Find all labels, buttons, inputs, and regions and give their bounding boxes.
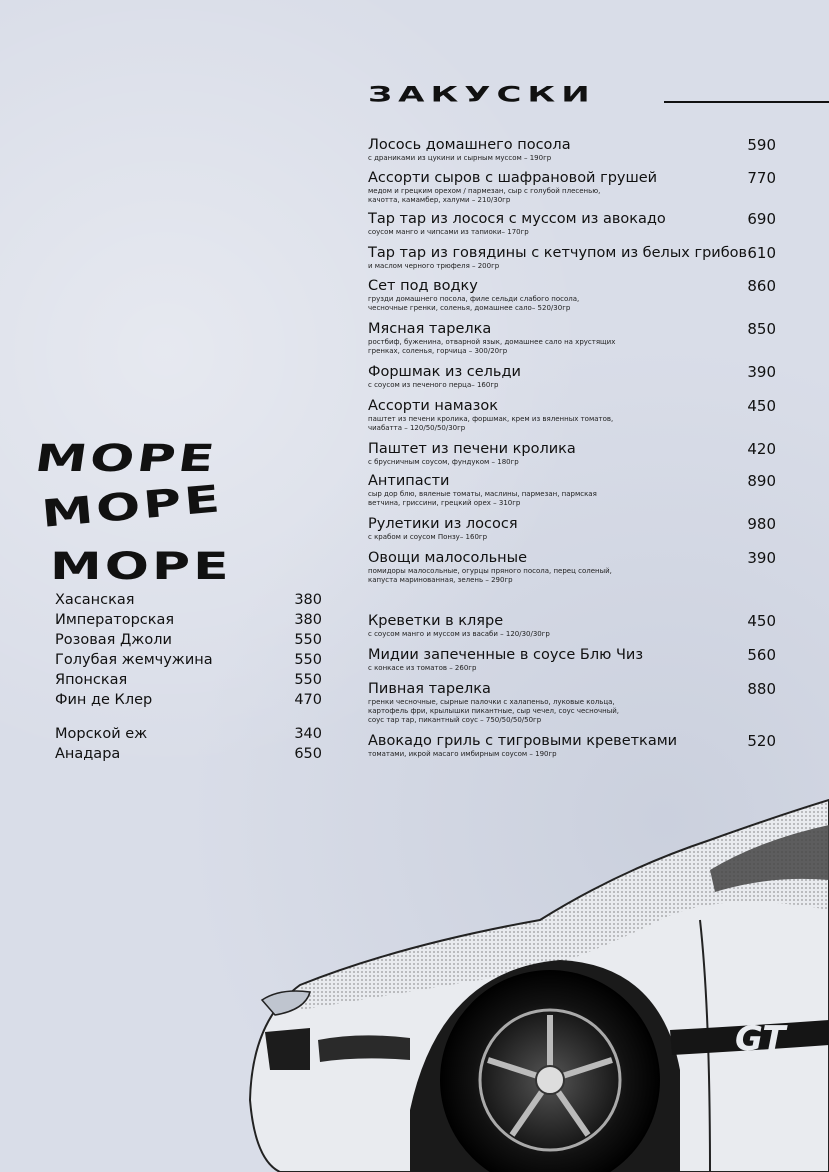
- menu-item-name: Сет под водку: [368, 278, 478, 294]
- menu-item-name: Ассорти сыров с шафрановой грушей: [368, 170, 658, 186]
- menu-item-name: Пивная тарелка: [368, 681, 491, 697]
- more-heading-1: МОРЕ: [32, 437, 221, 481]
- menu-item-description: ветчина, гриссини, грецкий орех – 310гр: [368, 499, 521, 507]
- car-badge: GT: [735, 1019, 786, 1059]
- menu-item-price: 980: [747, 515, 776, 533]
- menu-item-description: томатами, икрой масаго имбирным соусом – 190гр: [368, 750, 557, 758]
- menu-item-description: качотта, камамбер, халуми – 210/30гр: [368, 196, 511, 204]
- menu-item-description: чиабатта – 120/50/50/30гр: [368, 424, 466, 432]
- menu-item: [368, 211, 776, 237]
- title-divider: [664, 101, 829, 103]
- menu-item-price: 420: [747, 440, 776, 458]
- menu-item-description: капуста маринованная, зелень – 290гр: [368, 576, 513, 584]
- menu-item-name: Лосось домашнего посола: [368, 137, 571, 153]
- menu-item-description: паштет из печени кролика, форшмак, крем из вяленных томатов,: [368, 415, 614, 423]
- menu-item-description: медом и грецким орехом / пармезан, сыр с голубой плесенью,: [368, 187, 601, 195]
- menu-item-name: Авокадо гриль с тигровыми креветками: [368, 733, 678, 749]
- menu-item-price: 860: [747, 277, 776, 295]
- menu-item-price: 590: [747, 136, 776, 154]
- oyster-name: Хасанская: [55, 592, 135, 608]
- menu-item-description: чесночные гренки, соленья, домашнее сало– 520/30гр: [368, 304, 571, 312]
- menu-item: [368, 516, 776, 542]
- oyster-item: [55, 672, 322, 689]
- menu-item: [368, 278, 776, 313]
- oyster-name: Морской еж: [55, 726, 148, 742]
- menu-item: [368, 441, 776, 467]
- oyster-item: [55, 612, 322, 629]
- oyster-name: Анадара: [55, 746, 121, 762]
- menu-item-description: гренки чесночные, сырные палочки с халапеньо, луковые кольца,: [368, 698, 615, 706]
- oyster-name: Императорская: [55, 612, 175, 628]
- menu-item-description: с драниками из цукини и сырным муссом – 190гр: [368, 154, 552, 162]
- menu-item-price: 560: [747, 646, 776, 664]
- menu-item-description: соусом манго и чипсами из тапиоки– 170гр: [368, 228, 529, 236]
- oyster-price: 650: [294, 746, 322, 762]
- menu-item-price: 450: [747, 612, 776, 630]
- menu-item: [368, 733, 776, 759]
- menu-item-name: Форшмак из сельди: [368, 364, 521, 380]
- oyster-name: Японская: [55, 672, 128, 688]
- oyster-price: 470: [294, 692, 322, 708]
- menu-item-price: 390: [747, 363, 776, 381]
- oyster-price: 550: [294, 672, 322, 688]
- menu-item-name: Овощи малосольные: [368, 550, 527, 566]
- menu-item-name: Мясная тарелка: [368, 321, 492, 337]
- menu-item-name: Антипасти: [368, 473, 450, 489]
- menu-item: [368, 245, 776, 271]
- oyster-price: 340: [294, 726, 322, 742]
- menu-item-price: 610: [747, 244, 776, 262]
- menu-item: [368, 398, 776, 433]
- more-heading-3: МОРЕ: [50, 545, 232, 589]
- more-heading-2: МОРЕ: [39, 477, 225, 537]
- menu-item-price: 520: [747, 732, 776, 750]
- menu-item-price: 850: [747, 320, 776, 338]
- menu-item-description: с соусом из печеного перца– 160гр: [368, 381, 499, 389]
- menu-item-price: 690: [747, 210, 776, 228]
- menu-item-description: помидоры малосольные, огурцы пряного посола, перец соленый,: [368, 567, 612, 575]
- oyster-item: [55, 692, 322, 709]
- menu-item: [368, 170, 776, 205]
- menu-item-description: сыр дор блю, вяленые томаты, маслины, пармезан, пармская: [368, 490, 597, 498]
- menu-item-description: и маслом черного трюфеля – 200гр: [368, 262, 500, 270]
- menu-item-description: картофель фри, крылышки пикантные, сыр чечел, соус чесночный,: [368, 707, 619, 715]
- menu-item-description: с соусом манго и муссом из васаби – 120/30/30гр: [368, 630, 550, 638]
- menu-item-price: 890: [747, 472, 776, 490]
- menu-item: [368, 613, 776, 639]
- menu-item-description: соус тар тар, пикантный соус – 750/50/50/50гр: [368, 716, 542, 724]
- menu-item-description: с конкасе из томатов – 260гр: [368, 664, 477, 672]
- menu-item-price: 880: [747, 680, 776, 698]
- menu-item-description: с брусничным соусом, фундуком – 180гр: [368, 458, 519, 466]
- menu-item-name: Рулетики из лосося: [368, 516, 518, 532]
- oyster-price: 550: [294, 652, 322, 668]
- sports-car-image: [240, 770, 829, 1172]
- menu-item-price: 450: [747, 397, 776, 415]
- oyster-name: Голубая жемчужина: [55, 652, 213, 668]
- menu-item-description: грузди домашнего посола, филе сельди слабого посола,: [368, 295, 580, 303]
- menu-item-price: 390: [747, 549, 776, 567]
- menu-item-name: Тар тар из говядины с кетчупом из белых грибов: [368, 245, 748, 261]
- menu-item-name: Креветки в кляре: [368, 613, 504, 629]
- oyster-item: [55, 632, 322, 649]
- menu-item-description: гренках, соленья, горчица – 300/20гр: [368, 347, 508, 355]
- oyster-item: [55, 746, 322, 763]
- menu-item: [368, 364, 776, 390]
- oyster-price: 380: [294, 592, 322, 608]
- menu-item-name: Тар тар из лосося с муссом из авокадо: [368, 211, 666, 227]
- section-title: ЗАКУСКИ: [368, 82, 596, 107]
- menu-item-price: 770: [747, 169, 776, 187]
- menu-item-name: Паштет из печени кролика: [368, 441, 576, 457]
- oyster-price: 380: [294, 612, 322, 628]
- menu-item: [368, 550, 776, 585]
- oyster-item: [55, 592, 322, 609]
- oyster-name: Розовая Джоли: [55, 632, 172, 648]
- menu-item: [368, 647, 776, 673]
- menu-item-name: Ассорти намазок: [368, 398, 498, 414]
- menu-item: [368, 473, 776, 508]
- oyster-item: [55, 726, 322, 743]
- oyster-name: Фин де Клер: [55, 692, 153, 708]
- oyster-price: 550: [294, 632, 322, 648]
- menu-item: [368, 137, 776, 163]
- oyster-item: [55, 652, 322, 669]
- menu-item: [368, 681, 776, 725]
- menu-item-description: ростбиф, буженина, отварной язык, домашнее сало на хрустящих: [368, 338, 616, 346]
- menu-item-name: Мидии запеченные в соусе Блю Чиз: [368, 647, 644, 663]
- menu-item-description: с крабом и соусом Понзу– 160гр: [368, 533, 488, 541]
- menu-item: [368, 321, 776, 356]
